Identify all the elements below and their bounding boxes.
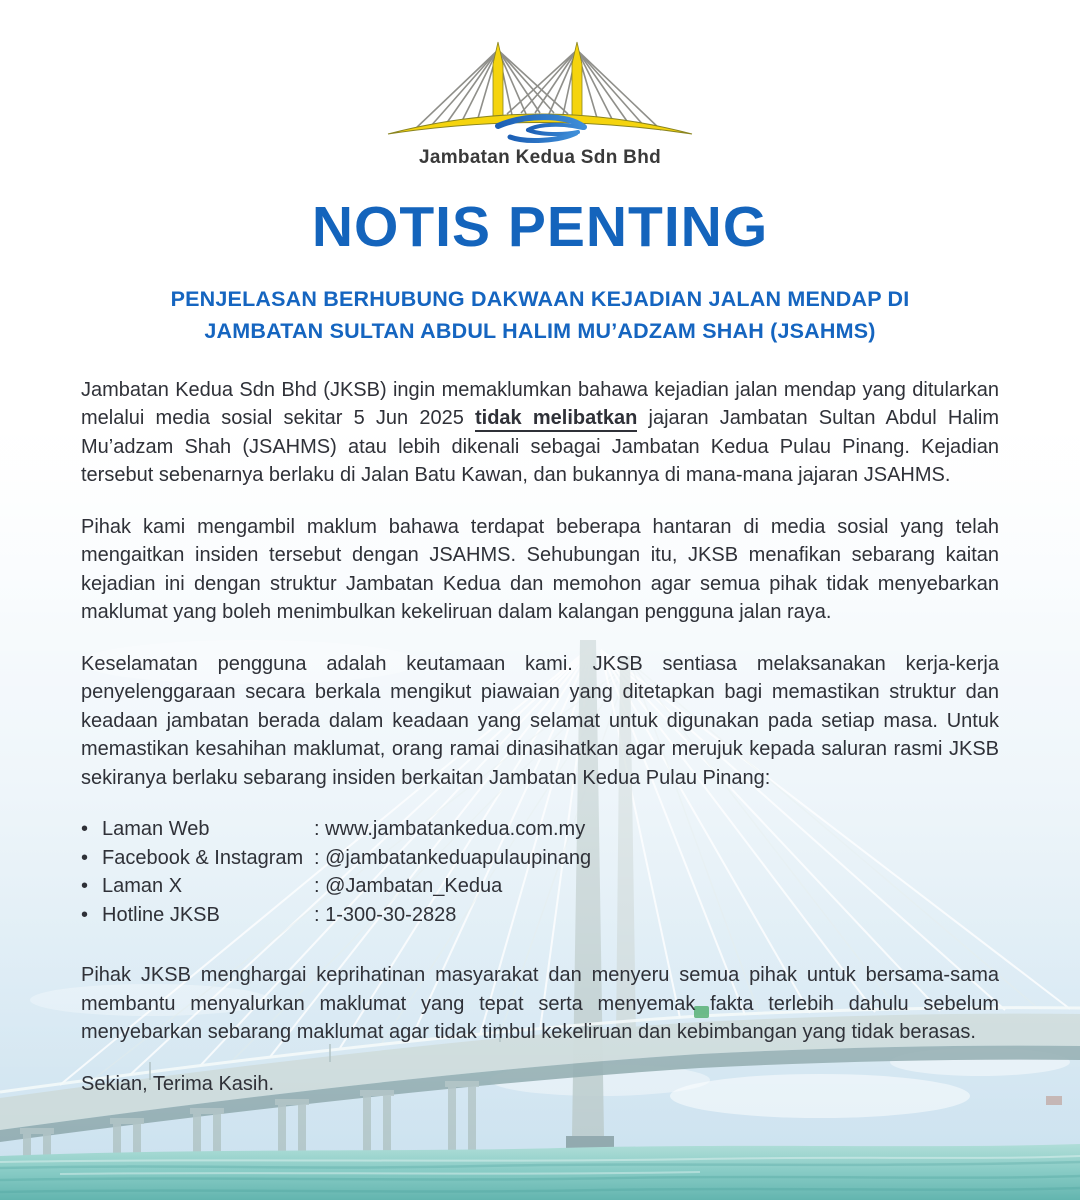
contact-value: : www.jambatankedua.com.my <box>314 818 586 840</box>
contact-label: Laman X <box>102 875 183 897</box>
subtitle-line-2: JAMBATAN SULTAN ABDUL HALIM MU’ADZAM SHAH (JSAHMS) <box>204 319 876 344</box>
contact-list <box>81 815 999 929</box>
bullet-icon: • <box>81 903 89 926</box>
paragraph-1-before: Jambatan Kedua Sdn Bhd (JKSB) ingin memaklumkan bahawa kejadian jalan mendap yang ditularkan melalui media sosial sekitar 5 Jun 2025 <box>81 378 999 429</box>
paragraph-3: Keselamatan pengguna adalah keutamaan kami. JKSB sentiasa melaksanakan kerja-kerja penyelenggaraan secara berkala mengikut piawaian yang ditetapkan bagi memastikan struktur dan keadaan jambatan berada dalam keadaan yang selamat untuk digunakan pada setiap masa. Untuk memastikan kesahihan maklumat, orang ramai dinasihatkan agar merujuk kepada saluran rasmi JKSB sekiranya berlaku sebarang insiden berkaitan Jambatan Kedua Pulau Pinang: <box>81 652 999 789</box>
contact-label: Hotline JKSB <box>102 903 220 926</box>
paragraph-1 <box>81 376 999 490</box>
contact-value: : @Jambatan_Kedua <box>314 875 503 897</box>
contact-row-web <box>81 815 999 844</box>
bullet-icon: • <box>81 875 89 897</box>
bullet-icon: • <box>81 846 89 869</box>
logo-company-name: Jambatan Kedua Sdn Bhd <box>418 147 662 168</box>
bridge-logo-icon <box>380 34 700 146</box>
bullet-icon: • <box>81 818 89 840</box>
closing-text: Sekian, Terima Kasih. <box>81 1072 275 1095</box>
contact-row-hotline <box>81 901 999 930</box>
paragraph-1-after: jajaran Jambatan Sultan Abdul Halim Mu’adzam Shah (JSAHMS) atau lebih dikenali sebagai Jambatan Kedua Pulau Pinang. Kejadian tersebut sebenarnya berlaku di Jalan Batu Kawan, dan bukannya di mana-mana jajaran JSAHMS. <box>81 407 999 486</box>
subtitle-line-1: PENJELASAN BERHUBUNG DAKWAAN KEJADIAN JALAN MENDAP DI <box>170 287 910 311</box>
notice-subtitle <box>81 283 999 348</box>
contact-label: Laman Web <box>102 818 210 840</box>
contact-value: : @jambatankeduapulaupinang <box>314 846 592 869</box>
contact-label: Facebook & Instagram <box>102 846 304 869</box>
paragraph-4: Pihak JKSB menghargai keprihatinan masyarakat dan menyeru semua pihak untuk bersama-sama membantu menyalurkan maklumat yang tepat serta menyemak fakta terlebih dahulu sebelum menyebarkan sebarang maklumat agar tidak timbul kekeliruan dan kebimbangan yang tidak berasas. <box>81 964 999 1043</box>
paragraph-2: Pihak kami mengambil maklum bahawa terdapat beberapa hantaran di media sosial yang telah mengaitkan insiden tersebut dengan JSAHMS. Sehubungan itu, JKSB menafikan sebarang kaitan kejadian ini dengan struktur Jambatan Kedua dan memohon agar semua pihak tidak menyebarkan maklumat yang boleh menimbulkan kekeliruan dalam kalangan pengguna jalan raya. <box>81 515 999 623</box>
logo <box>81 34 999 169</box>
notice-body <box>81 376 999 1099</box>
contact-row-x <box>81 872 999 901</box>
contact-row-social <box>81 844 999 873</box>
contact-value: : 1-300-30-2828 <box>314 903 457 926</box>
notice-title: NOTIS PENTING <box>311 195 769 259</box>
emphasis-tidak-melibatkan: tidak melibatkan <box>475 407 637 432</box>
